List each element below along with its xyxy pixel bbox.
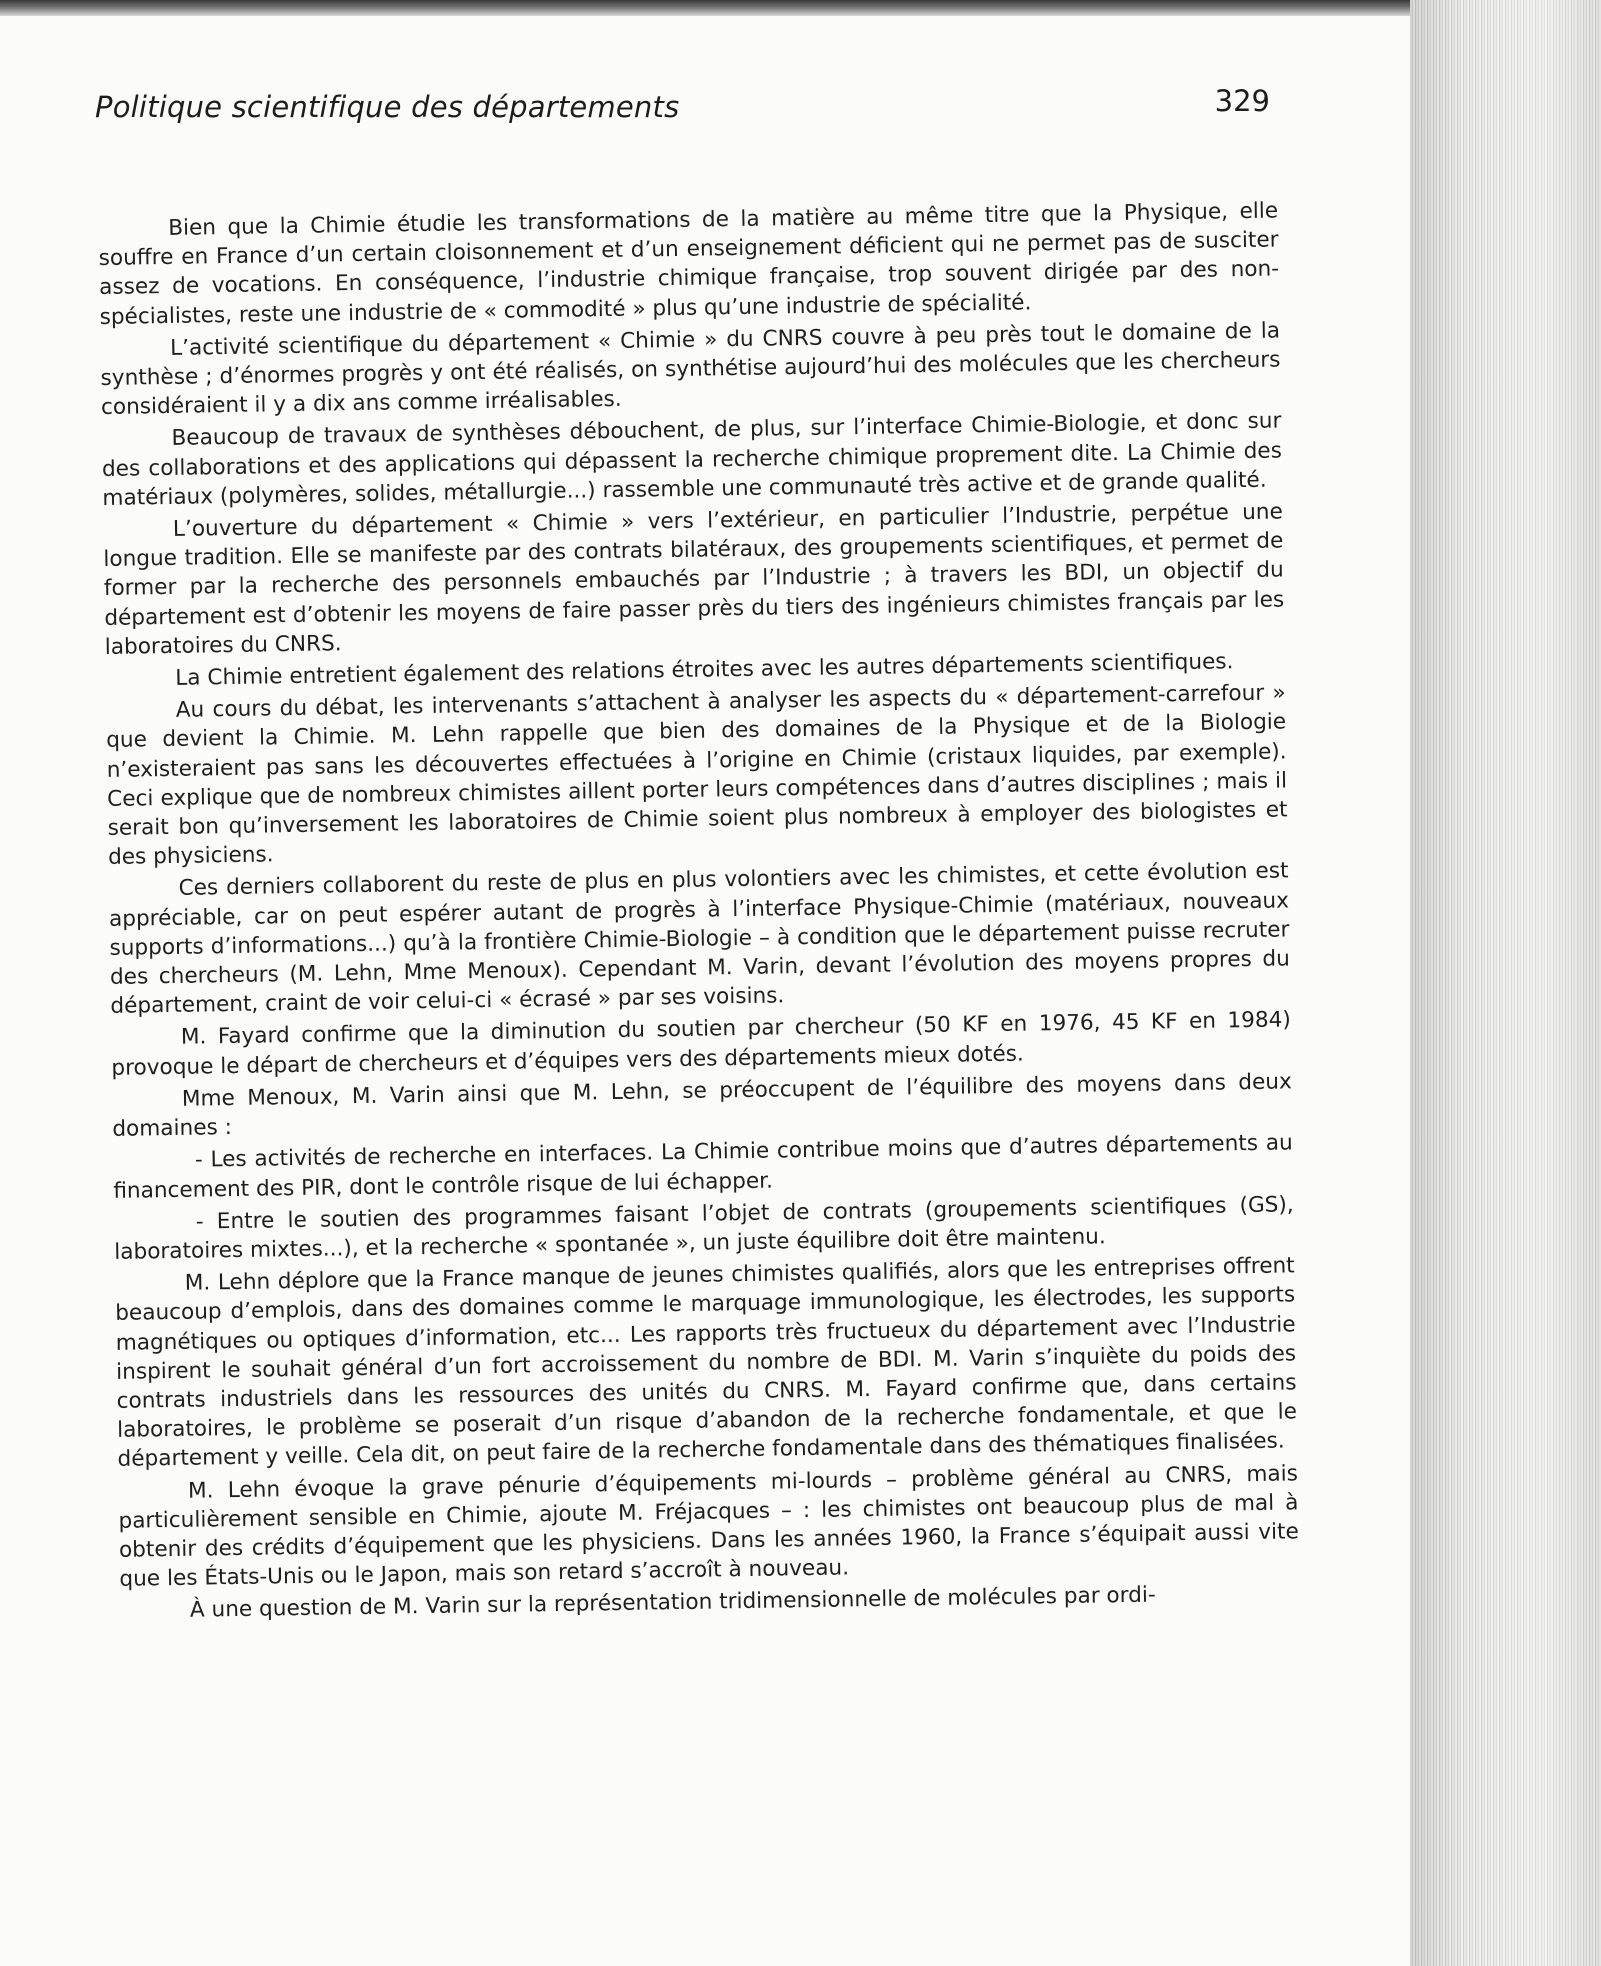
paragraph: Beaucoup de travaux de synthèses débouchent, de plus, sur l’interface Chimie-Biologie, et donc sur des collaborations et des applications qui dépassent la recherche chimique proprement dite. La Chimie des matériaux (polymères, solides, métallurgie...) rassemble une communauté très active et de grande qualité. bbox=[101, 408, 1283, 511]
paragraph: Au cours du débat, les intervenants s’attachent à analyser les aspects du « département-carrefour » que devient la Chimie. M. Lehn rappelle que bien des domaines de la Physique et de la Biologie n’existeraient pas sans les découvertes effectuées à l’origine en Chimie (cristaux liquides, par exemple). Ceci explique que de nombreux chimistes aillent porter leurs compétences dans d’autres disciplines ; mais il serait bon qu’inversement les laboratoires de Chimie soient plus nombreux à employer des biologistes et des physiciens. bbox=[106, 680, 1288, 871]
list-item: - Entre le soutien des programmes faisant l’objet de contrats (groupements scientifiques (GS), laboratoires mixtes...), et la recherche « spontanée », un juste équilibre doit être maintenu. bbox=[114, 1192, 1294, 1265]
paragraph: Mme Menoux, M. Varin ainsi que M. Lehn, se préoccupent de l’équilibre des moyens dans deux domaines : bbox=[112, 1069, 1292, 1142]
paragraph: Bien que la Chimie étudie les transformations de la matière au même titre que la Physique, elle souffre en France d’un certain cloisonnement et d’un enseignement déficient qui ne permet pas de susciter assez de vocations. En conséquence, l’industrie chimique française, trop souvent dirigée par des non-spécialistes, reste une industrie de « commodité » plus qu’une industrie de spécialité. bbox=[98, 198, 1280, 330]
page-header bbox=[95, 82, 1270, 132]
paragraph: M. Lehn évoque la grave pénurie d’équipements mi-lourds – problème général au CNRS, mais particulièrement sensible en Chimie, ajoute M. Fréjacques – : les chimistes ont beaucoup plus de mal à obtenir des crédits d’équipement que les physiciens. Dans les années 1960, la France s’équipait aussi vite que les États-Unis ou le Japon, mais son retard s’accroît à nouveau. bbox=[118, 1460, 1300, 1592]
page-top-edge bbox=[0, 0, 1410, 16]
paragraph: À une question de M. Varin sur la représentation tridimensionnelle de molécules par ordi- bbox=[189, 1582, 1156, 1624]
paragraph: M. Lehn déplore que la France manque de jeunes chimistes qualifiés, alors que les entreprises offrent beaucoup d’emplois, dans des domaines comme le marquage immunologique, les électrodes, les supports magnétiques ou optiques d’information, etc... Les rapports très fructueux du département avec l’Industrie inspirent le souhait général d’un fort accroissement du nombre de BDI. M. Varin s’inquiète du poids des contrats industriels dans les ressources des unités du CNRS. M. Fayard confirme que, dans certains laboratoires, le problème se poserait d’un risque d’abandon de la recherche fondamentale, et que le département y veille. Cela dit, on peut faire de la recherche fondamentale dans des thématiques finalisées. bbox=[115, 1253, 1298, 1473]
paragraph: Ces derniers collaborent du reste de plus en plus volontiers avec les chimistes, et cette évolution est appréciable, car on peut espérer autant de progrès à l’interface Physique-Chimie (matériaux, nouveaux supports d’informations...) qu’à la frontière Chimie-Biologie – à condition que le département puisse recruter des chercheurs (M. Lehn, Mme Menoux). Cependant M. Varin, devant l’évolution des moyens propres du département, craint de voir celui-ci « écrasé » par ses voisins. bbox=[108, 858, 1291, 1020]
paragraph: La Chimie entretient également des relations étroites avec les autres départements scientifiques. bbox=[175, 649, 1234, 691]
page-number: 329 bbox=[1214, 84, 1270, 118]
paragraph: L’ouverture du département « Chimie » vers l’extérieur, en particulier l’Industrie, perpétue une longue tradition. Elle se manifeste par des contrats bilatéraux, des groupements scientifiques, et permet de former par la recherche des personnels embauchés par l’Industrie ; à travers les BDI, un objectif du département est d’obtenir les moyens de faire passer près du tiers des ingénieurs chimistes français par les laboratoires du CNRS. bbox=[103, 499, 1285, 660]
body-text bbox=[98, 196, 1300, 1629]
running-title: Politique scientifique des départements bbox=[95, 90, 680, 124]
book-page-stack-edge bbox=[1410, 0, 1601, 1966]
paragraph: M. Fayard confirme que la diminution du soutien par chercheur (50 KF en 1976, 45 KF en 1984) provoque le départ de chercheurs et d’équipes vers des départements mieux dotés. bbox=[111, 1007, 1291, 1081]
list-item: - Les activités de recherche en interfaces. La Chimie contribue moins que d’autres départements au financement des PIR, dont le contrôle risque de lui échapper. bbox=[113, 1130, 1293, 1204]
paragraph: L’activité scientifique du département « Chimie » du CNRS couvre à peu près tout le domaine de la synthèse ; d’énormes progrès y ont été réalisés, on synthétise aujourd’hui des molécules que les chercheurs considéraient il y a dix ans comme irréalisables. bbox=[100, 318, 1281, 421]
